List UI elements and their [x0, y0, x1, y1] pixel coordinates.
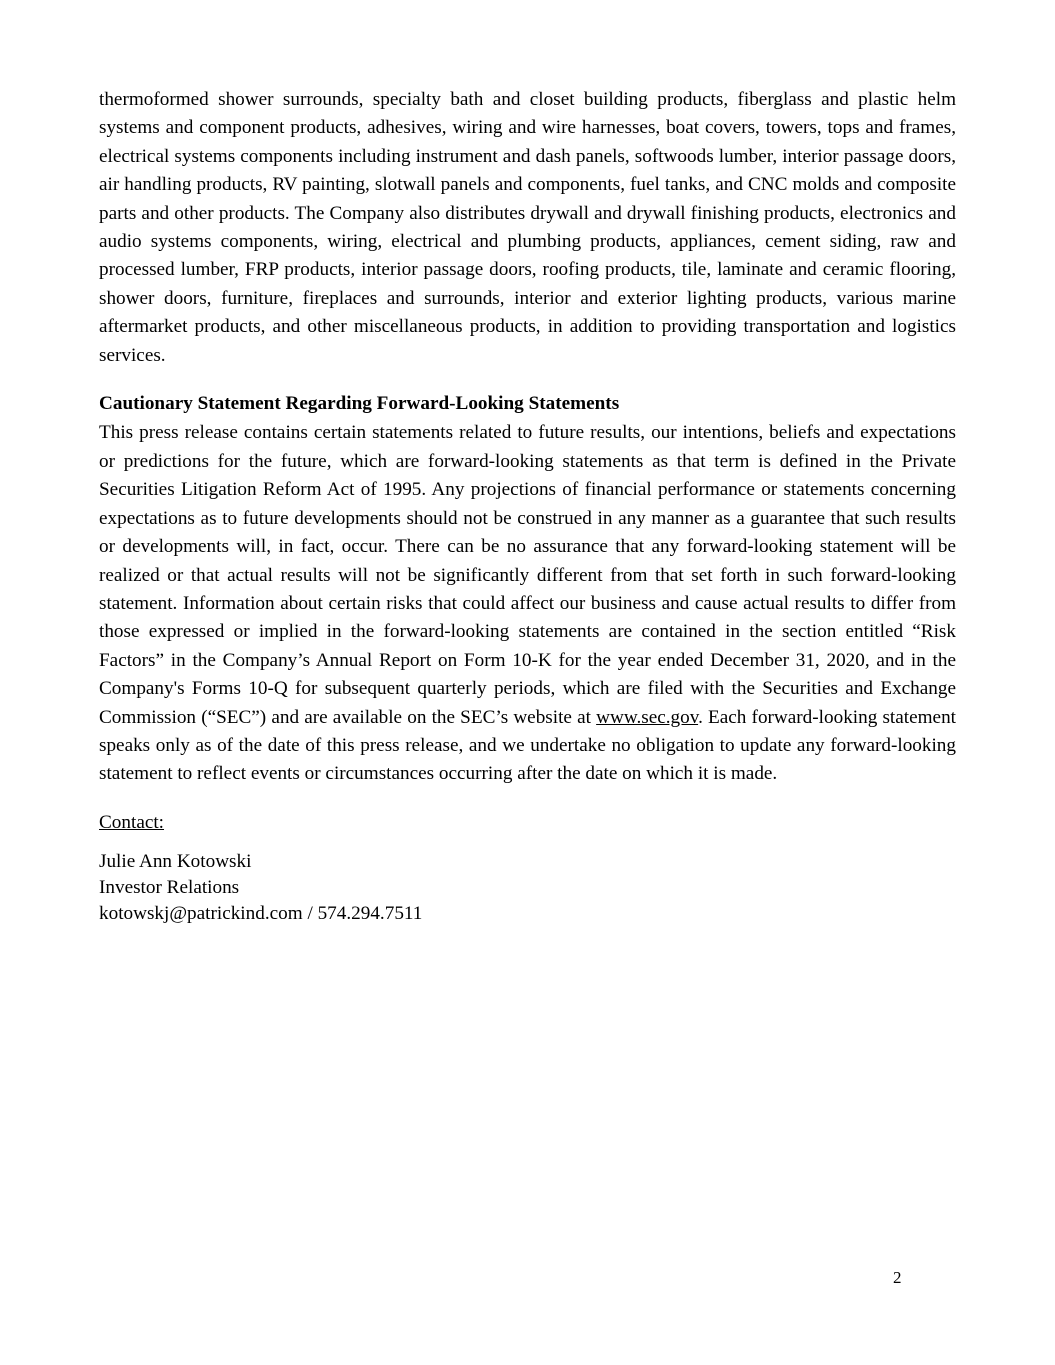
- contact-title: Investor Relations: [99, 877, 240, 899]
- contact-label: Contact:: [99, 811, 165, 833]
- intro-paragraph: thermoformed shower surrounds, specialty bath and closet building products, fiberglass and plastic helm systems and component products, adhesives, wiring and wire harnesses, boat covers, towers, tops and frames, electrical systems components including instrument and dash panels, softwoods lumber, interior passage doors, air handling products, RV painting, slotwall panels and components, fuel tanks, and CNC molds and composite parts and other products. The Company also distributes drywall and drywall finishing products, electronics and audio systems components, wiring, electrical and plumbing products, appliances, cement siding, raw and processed lumber, FRP products, interior passage doors, roofing products, tile, laminate and ceramic flooring, shower doors, furniture, fireplaces and surrounds, interior and exterior lighting products, various marine aftermarket products, and other miscellaneous products, in addition to providing transportation and logistics services.: [99, 89, 956, 366]
- contact-details: kotowskj@patrickind.com / 574.294.7511: [99, 903, 423, 925]
- cautionary-text-before-link: This press release contains certain statements related to future results, our intentions, beliefs and expectations or predictions for the future, which are forward-looking statements as that term is defined in the Private Securities Litigation Reform Act of 1995. Any projections of financial performance or statements concerning expectations as to future developments should not be construed in any manner as a guarantee that such results or developments will, in fact, occur. There can be no assurance that any forward-looking statement will be realized or that actual results will not be significantly different from that set forth in such forward-looking statement. Information about certain risks that could affect our business and cause actual results to differ from those expressed or implied in the forward-looking statements are contained in the section entitled “Risk Factors” in the Company’s Annual Report on Form 10-K for the year ended December 31, 2020, and in the Company's Forms 10-Q for subsequent quarterly periods, which are filed with the Securities and Exchange Commission (“SEC”) and are available on the SEC’s website at: [99, 422, 956, 728]
- document-page: [99, 86, 956, 927]
- cautionary-paragraph: [99, 419, 956, 788]
- contact-block: [99, 849, 956, 927]
- contact-name: Julie Ann Kotowski: [99, 851, 252, 873]
- sec-website-link[interactable]: www.sec.gov: [596, 706, 699, 728]
- cautionary-heading: Cautionary Statement Regarding Forward-Looking Statements: [99, 393, 620, 415]
- cautionary-text-after-link: . Each forward-looking statement speaks only as of the date of this press release, and we undertake no obligation to update any forward-looking statement to reflect events or circumstances occurring after the date on which it is made.: [99, 706, 956, 785]
- page-number: 2: [893, 1268, 902, 1287]
